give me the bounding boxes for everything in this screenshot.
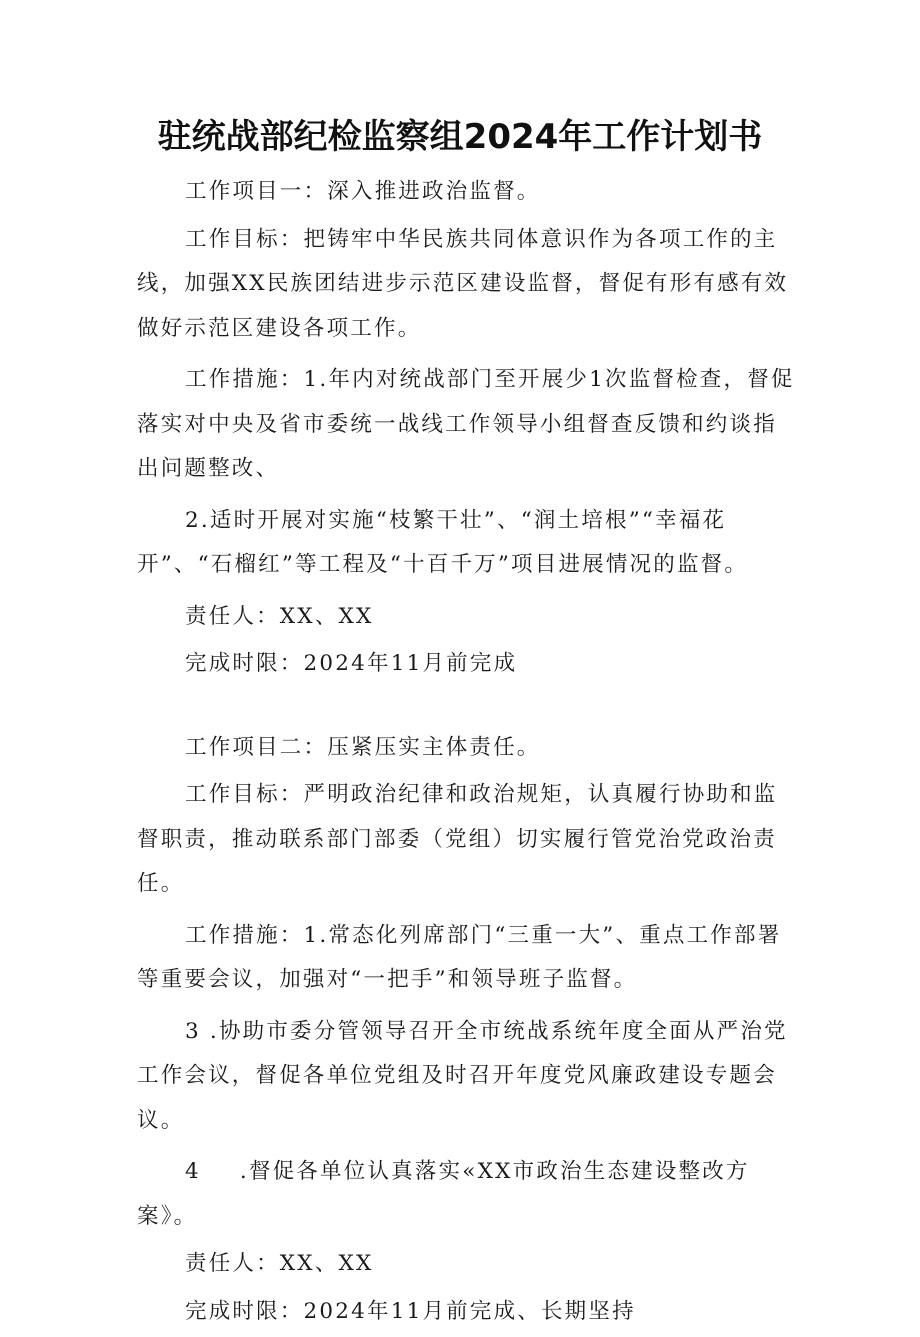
section1-measure-2: 2.适时开展对实施“枝繁干壮”、“润土培根”“幸福花开”、“石榴红”等工程及“十百千万”项目进展情况的监督。 xyxy=(137,507,749,577)
section2-responsible: 责任人：XX、XX xyxy=(185,1251,374,1276)
section1-project: 工作项目一：深入推进政治监督。 xyxy=(185,179,541,204)
section2-goal: 工作目标：严明政治纪律和政治规矩，认真履行协助和监督职责，推动联系部门部委（党组）切实履行管党治党政治责任。 xyxy=(137,782,778,896)
section2-project: 工作项目二：压紧压实主体责任。 xyxy=(185,734,541,760)
section-divider-space xyxy=(137,690,797,726)
section1-responsible: 责任人：XX、XX xyxy=(185,603,374,629)
section2-deadline: 完成时限：2024年11月前完成、长期坚持 xyxy=(185,1298,636,1324)
section2-measure-1: 工作措施：1.常态化列席部门“三重一大”、重点工作部署等重要会议，加强对“一把手”和领导班子监督。 xyxy=(137,922,782,992)
section1-measure-1: 工作措施：1.年内对统战部门至开展少1次监督检查，督促落实对中央及省市委统一战线工作领导小组督查反馈和约谈指出问题整改、 xyxy=(137,367,795,481)
document-title: 驻统战部纪检监察组2024年工作计划书 xyxy=(157,117,763,157)
section2-measure-4: 4 .督促各单位认真落实«XX市政治生态建设整改方案》。 xyxy=(137,1159,750,1229)
section1-deadline: 完成时限：2024年11月前完成 xyxy=(185,651,518,676)
document-body xyxy=(137,170,797,1337)
section1-goal: 工作目标：把铸牢中华民族共同体意识作为各项工作的主线，加强XX民族团结进步示范区建设监督，督促有形有感有效做好示范区建设各项工作。 xyxy=(137,226,789,341)
section2-measure-3: 3 .协助市委分管领导召开全市统战系统年度全面从严治党工作会议，督促各单位党组及时召开年度党风廉政建设专题会议。 xyxy=(137,1018,788,1133)
